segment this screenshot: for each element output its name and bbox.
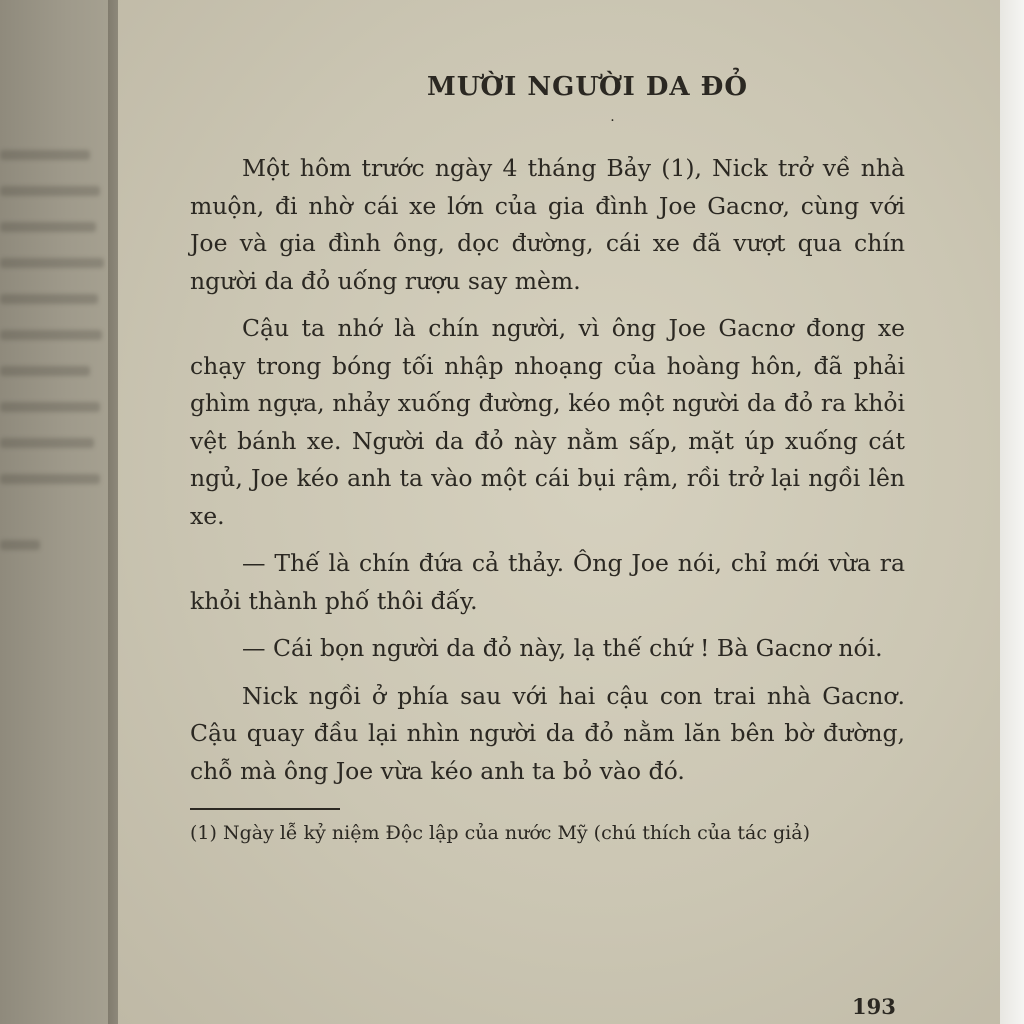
paragraph — [190, 630, 905, 668]
blurred-text-line — [0, 330, 102, 340]
blurred-text-line — [0, 294, 98, 304]
paragraph-text: Cậu ta nhớ là chín người, vì ông Joe Gacnơ đong xe chạy trong bóng tối nhập nhoạng của hoàng hôn, đã phải ghìm ngựa, nhảy xuống đường, kéo một người da đỏ ra khỏi vệt bánh xe. Người da đỏ này nằm sấp, mặt úp xuống cát ngủ, Joe kéo anh ta vào một cái bụi rậm, rồi trở lại ngồi lên xe. — [190, 314, 905, 530]
paragraph-text: Một hôm trước ngày 4 tháng Bảy (1), Nick trở về nhà muộn, đi nhờ cái xe lớn của gia đình Joe Gacnơ, cùng với Joe và gia đình ông, dọc đường, cái xe đã vượt qua chín người da đỏ uống rượu say mèm. — [190, 154, 905, 295]
footnote-divider — [190, 808, 340, 810]
paragraph-text: — Cái bọn người da đỏ này, lạ thế chứ ! Bà Gacnơ nói. — [242, 634, 883, 662]
blurred-text-line — [0, 222, 96, 232]
paragraph-text: Nick ngồi ở phía sau với hai cậu con trai nhà Gacnơ. Cậu quay đầu lại nhìn người da đỏ nằm lăn bên bờ đường, chỗ mà ông Joe vừa kéo anh ta bỏ vào đó. — [190, 681, 905, 785]
paragraph — [190, 678, 905, 791]
footnote: (1) Ngày lễ kỷ niệm Độc lập của nước Mỹ (chú thích của tác giả) — [190, 822, 810, 844]
chapter-title: MƯỜI NGƯỜI DA ĐỎ — [427, 72, 748, 102]
paragraph — [190, 310, 905, 535]
blurred-text-line — [0, 150, 90, 160]
page-text — [190, 60, 905, 846]
paragraph-text: — Thế là chín đứa cả thảy. Ông Joe nói, chỉ mới vừa ra khỏi thành phố thôi đấy. — [190, 549, 905, 615]
blurred-text-line — [0, 258, 104, 268]
blurred-text-line — [0, 438, 94, 448]
paragraph — [190, 150, 905, 300]
page-number: 193 — [852, 994, 896, 1019]
paragraph — [190, 545, 905, 620]
blurred-text-line — [0, 366, 90, 376]
blurred-text-line — [0, 474, 100, 484]
blurred-text-line — [0, 402, 100, 412]
blurred-text-line — [0, 186, 100, 196]
page-edge — [1000, 0, 1024, 1024]
title-ornament: · — [610, 113, 615, 129]
blurred-text-line — [0, 540, 40, 550]
